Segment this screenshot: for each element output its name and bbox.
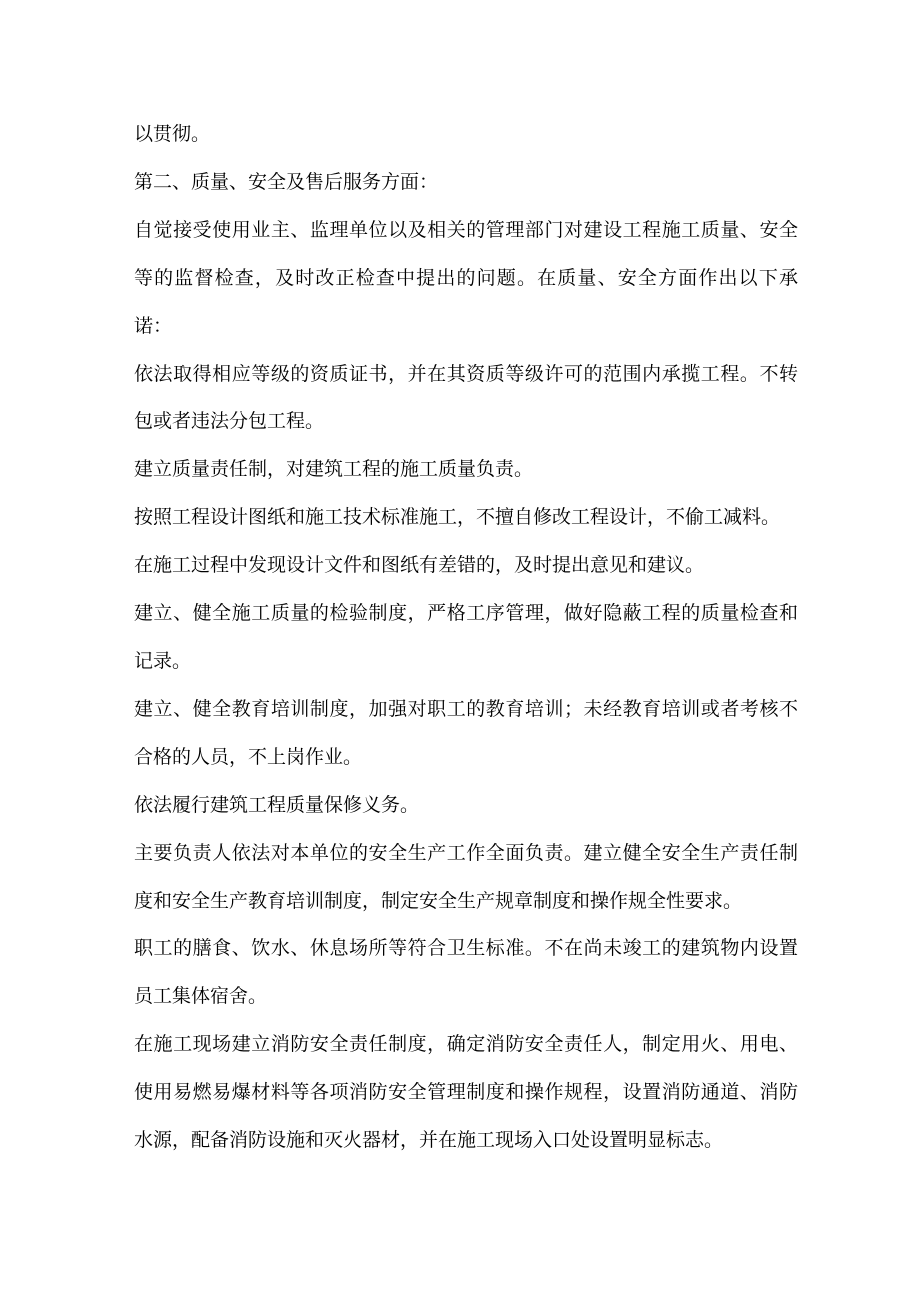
paragraph: 建立、健全教育培训制度，加强对职工的教育培训；未经教育培训或者考核不合格的人员，不上岗作业。 xyxy=(134,697,798,768)
paragraph: 按照工程设计图纸和施工技术标准施工，不擅自修改工程设计，不偷工减料。 xyxy=(134,506,781,529)
paragraph: 建立质量责任制，对建筑工程的施工质量负责。 xyxy=(134,458,534,481)
paragraph: 在施工过程中发现设计文件和图纸有差错的，及时提出意见和建议。 xyxy=(134,554,705,577)
paragraph: 在施工现场建立消防安全责任制度，确定消防安全责任人，制定用火、用电、使用易燃易爆材料等各项消防安全管理制度和操作规程，设置消防通道、消防水源，配备消防设施和灭火器材，并在施工现场入口处设置明显标志。 xyxy=(134,1033,798,1152)
section-heading: 第二、质量、安全及售后服务方面： xyxy=(134,170,439,193)
document-body xyxy=(134,111,798,1165)
paragraph: 以贯彻。 xyxy=(134,123,211,145)
paragraph: 依法履行建筑工程质量保修义务。 xyxy=(134,793,420,816)
paragraph: 依法取得相应等级的资质证书，并在其资质等级许可的范围内承揽工程。不转包或者违法分包工程。 xyxy=(134,362,798,433)
paragraph: 建立、健全施工质量的检验制度，严格工序管理，做好隐蔽工程的质量检查和记录。 xyxy=(134,602,798,672)
paragraph: 自觉接受使用业主、监理单位以及相关的管理部门对建设工程施工质量、安全等的监督检查，及时改正检查中提出的问题。在质量、安全方面作出以下承诺： xyxy=(134,218,798,337)
paragraph: 职工的膳食、饮水、休息场所等符合卫生标准。不在尚未竣工的建筑物内设置员工集体宿舍。 xyxy=(134,937,798,1008)
paragraph: 主要负责人依法对本单位的安全生产工作全面负责。建立健全安全生产责任制度和安全生产教育培训制度，制定安全生产规章制度和操作规全性要求。 xyxy=(134,841,798,912)
